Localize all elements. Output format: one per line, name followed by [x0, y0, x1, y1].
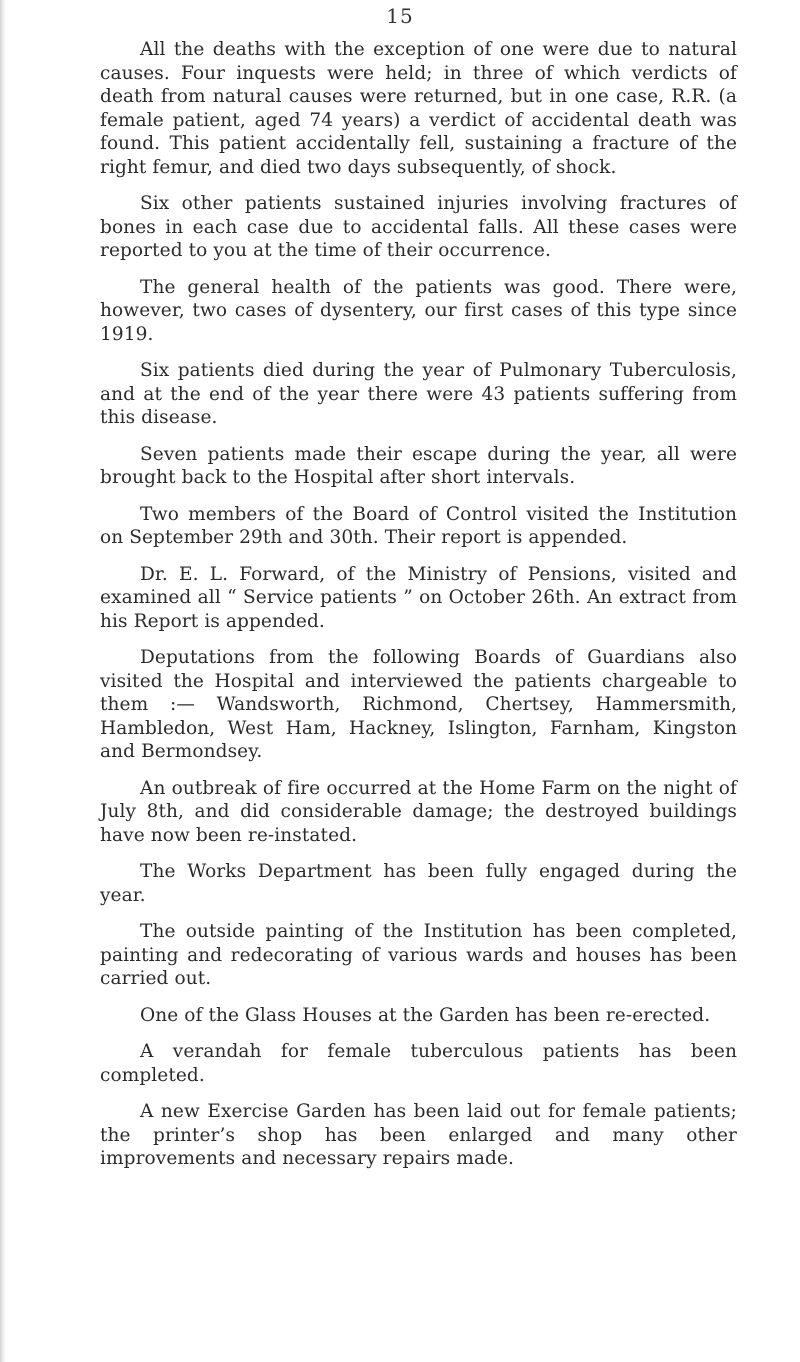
paragraph-ministry-of-pensions: Dr. E. L. Forward, of the Ministry of Pensions, visited and examined all “ Service patients ” on October 26th. An extract from his Report is appended. [100, 563, 737, 632]
paragraph-exercise-garden: A new Exercise Garden has been laid out for female patients; the printer’s shop has been enlarged and many other improvements and necessary repairs made. [100, 1101, 737, 1169]
paragraph-deaths: All the deaths with the exception of one were due to natural causes. Four inquests were held; in three of which verdicts of death from natural causes were returned, but in one case, R.R. (a female patient, aged 74 years) a verdict of accidental death was found. This patient accidentally fell, sustaining a fracture of the right femur, and died two days subsequently, of shock. [100, 39, 737, 178]
paragraph-board-of-control: Two members of the Board of Control visited the Institution on September 29th and 30th. Their report is appended. [100, 503, 737, 548]
paragraph-general-health: The general health of the patients was good. There were, however, two cases of dysentery, our first cases of this type since 1919. [100, 276, 737, 345]
page-left-edge-shadow [0, 0, 6, 1362]
paragraph-works-department: The Works Department has been fully engaged during the year. [100, 861, 737, 906]
paragraph-escapes: Seven patients made their escape during the year, all were brought back to the Hospital after short intervals. [100, 443, 737, 488]
page-number: 15 [386, 4, 414, 28]
paragraph-glass-houses: One of the Glass Houses at the Garden has been re-erected. [140, 1004, 711, 1026]
paragraph-painting: The outside painting of the Institution has been completed, painting and redecorating of various wards and houses has been carried out. [100, 921, 737, 989]
paragraph-fractures: Six other patients sustained injuries involving fractures of bones in each case due to accidental falls. All these cases were reported to you at the time of their occurrence. [100, 193, 737, 261]
paragraph-fire-outbreak: An outbreak of fire occurred at the Home Farm on the night of July 8th, and did considerable damage; the destroyed buildings have now been re-instated. [100, 777, 737, 846]
paragraph-tuberculosis: Six patients died during the year of Pulmonary Tuberculosis, and at the end of the year there were 43 patients suffering from this disease. [100, 360, 737, 428]
paragraph-guardians-deputations: Deputations from the following Boards of Guardians also visited the Hospital and interviewed the patients chargeable to them :— Wandsworth, Richmond, Chertsey, Hammersmith, Hambledon, West Ham, Hackney, Islington, Farnham, Kingston and Bermondsey. [100, 647, 737, 762]
report-body [100, 38, 737, 1184]
paragraph-verandah: A verandah for female tuberculous patients has been completed. [100, 1041, 737, 1086]
